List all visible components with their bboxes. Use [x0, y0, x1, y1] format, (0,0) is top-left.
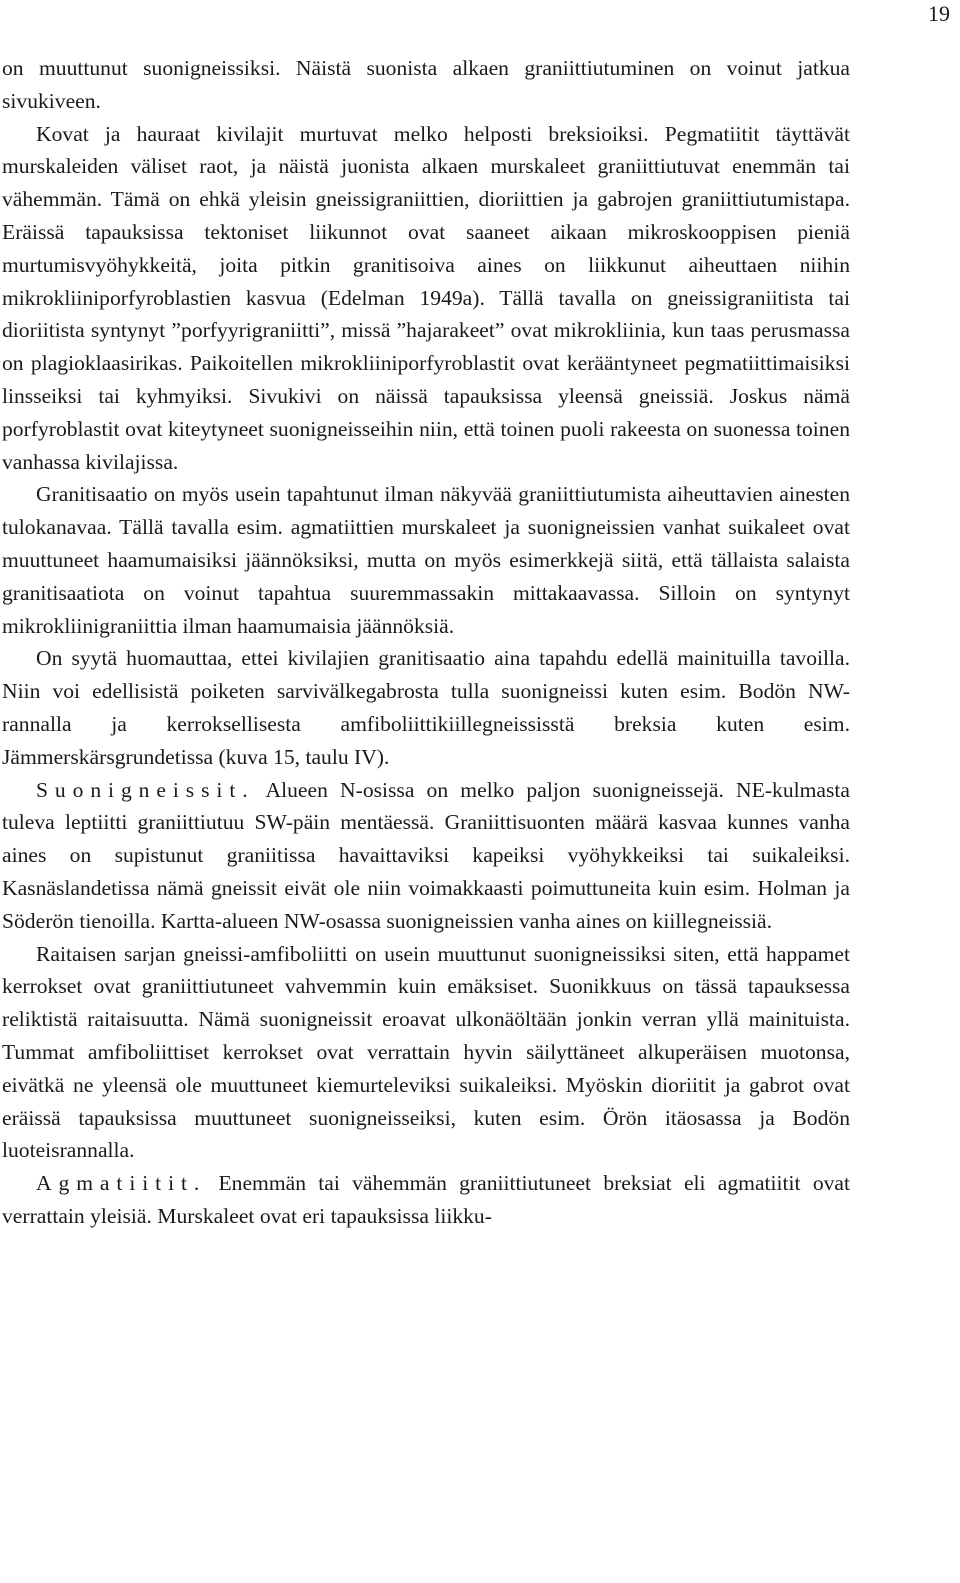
- paragraph: [2, 1167, 850, 1233]
- section-lead-heading: Suonigneissit.: [36, 777, 255, 802]
- paragraph: [2, 938, 850, 1168]
- paragraph: [2, 52, 850, 118]
- paragraph: [2, 118, 850, 479]
- paragraph: [2, 478, 850, 642]
- page-number: 19: [928, 1, 950, 26]
- paragraph: [2, 774, 850, 938]
- paragraph: [2, 642, 850, 773]
- paragraph-text: On syytä huomauttaa, ettei kivilajien granitisaatio aina tapahdu edellä mainituilla tavoilla. Niin voi edellisistä poiketen sarvivälkegabrosta tulla suonigneissi kuten esim. Bodön NW-rannalla ja kerroksellisesta amfiboliittikiillegneississtä breksia kuten esim. Jämmerskärsgrundetissa (kuva 15, taulu IV).: [2, 646, 850, 769]
- paragraph-text: on muuttunut suonigneissiksi. Näistä suonista alkaen graniittiutuminen on voinut jatkua sivukiveen.: [2, 56, 850, 113]
- paragraph-text: Raitaisen sarjan gneissi-amfiboliitti on usein muuttunut suonigneissiksi siten, että happamet kerrokset ovat graniittiutuneet vahvemmin kuin emäksiset. Suonikkuus on tässä tapauksessa reliktistä raitaisuutta. Nämä suonigneissit eroavat ulkonäöltään jonkin verran yllä mainituista. Tummat amfiboliittiset kerrokset ovat verrattain hyvin säilyttäneet alkuperäisen muotonsa, eivätkä ne yleensä ole muuttuneet kiemurteleviksi suikaleiksi. Myöskin dioriitit ja gabrot ovat eräissä tapauksissa muuttuneet suonigneisseiksi, kuten esim. Örön itäosassa ja Bodön luoteisrannalla.: [2, 941, 850, 1163]
- paragraph-text: Alueen N-osissa on melko paljon suonigneissejä. NE-kulmasta tuleva leptiitti graniittiutuu SW-päin mentäessä. Graniittisuonten määrä kasvaa kunnes vanha aines on supistunut graniitissa havaittaviksi kapeiksi vyöhykkeiksi tai suikaleiksi. Kasnäslandetissa nämä gneissit eivät ole niin voimakkaasti poimuttuneita kuin esim. Holman ja Söderön tienoilla. Kartta-alueen NW-osassa suonigneissien vanha aines on kiillegneissiä.: [2, 777, 850, 933]
- paragraph-text: Granitisaatio on myös usein tapahtunut ilman näkyvää graniittiutumista aiheuttavien ainesten tulokanavaa. Tällä tavalla esim. agmatiittien murskaleet ja suonigneissien vanhat suikaleet ovat muuttuneet haamumaisiksi jäännöksiksi, mutta on myös esimerkkejä siitä, että tällaista salaista granitisaatiota on voinut tapahtua suuremmassakin mittakaavassa. Silloin on syntynyt mikrokliinigraniittia ilman haamumaisia jäännöksiä.: [2, 482, 850, 638]
- paragraph-text: Enemmän tai vähemmän graniittiutuneet breksiat eli agmatiitit ovat verrattain yleisiä. Murskaleet ovat eri tapauksissa liikku-: [2, 1171, 850, 1228]
- body-text: [2, 52, 850, 1233]
- paragraph-text: Kovat ja hauraat kivilajit murtuvat melko helposti breksioiksi. Pegmatiitit täyttävät murskaleiden väliset raot, ja näistä juonista alkaen murskaleet graniittiutuvat enemmän tai vähemmän. Tämä on ehkä yleisin gneissigraniittien, dioriittien ja gabrojen graniittiutumistapa. Eräissä tapauksissa tektoniset liikunnot ovat saaneet aikaan mikroskooppisen pieniä murtumisvyöhykkeitä, joita pitkin granitisoiva aines on liikkunut aiheuttaen niihin mikrokliiniporfyroblastien kasvua (Edelman 1949a). Tällä tavalla on gneissigraniitista tai dioriitista syntynyt ”porfyyrigraniitti”, missä ”hajarakeet” ovat mikrokliinia, kun taas perusmassa on plagioklaasirikas. Paikoitellen mikrokliiniporfyroblastit ovat kerääntyneet pegmatiittimaisiksi linsseiksi tai kyhmyiksi. Sivukivi on näissä tapauksissa yleensä gneissiä. Joskus nämä porfyroblastit ovat kiteytyneet suonigneisseihin niin, että toinen puoli rakeesta on suonessa toinen vanhassa kivilajissa.: [2, 121, 850, 474]
- section-lead-heading: Agmatiitit.: [36, 1171, 207, 1196]
